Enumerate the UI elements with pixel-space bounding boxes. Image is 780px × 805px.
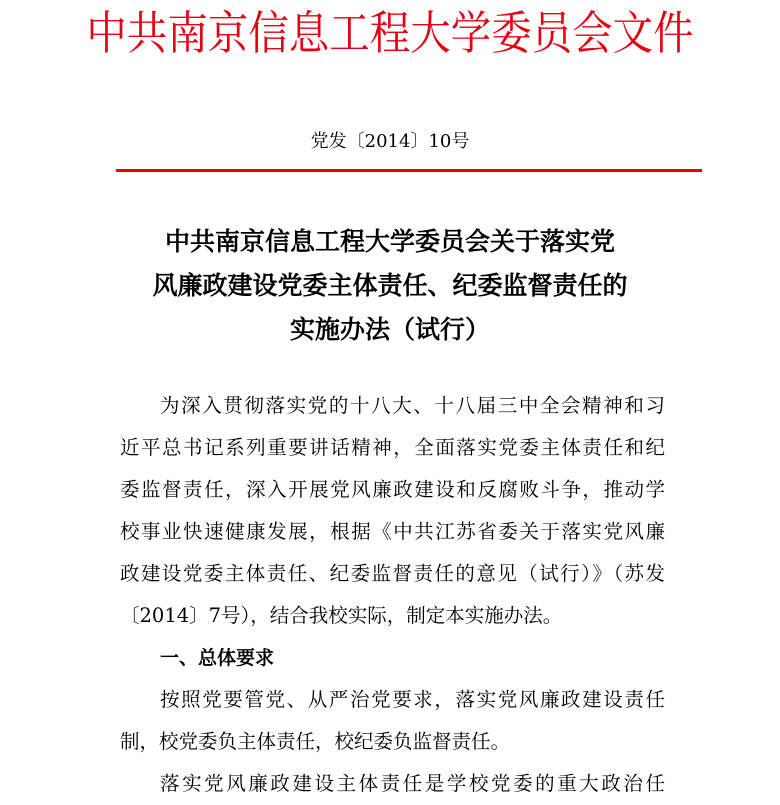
body-line: 近平总书记系列重要讲话精神，全面落实党委主体责任和纪: [120, 436, 665, 459]
title-line: 实施办法（试行）: [289, 315, 490, 344]
document-number: 党发〔2014〕10号: [310, 131, 470, 152]
section-heading: 一、总体要求: [160, 647, 275, 669]
body-line: 制，校党委负主体责任，校纪委负监督责任。: [120, 730, 511, 753]
body-line: 为深入贯彻落实党的十八大、十八届三中全会精神和习: [160, 394, 665, 417]
document-title: [100, 220, 680, 352]
body-line: 〔2014〕7号），结合我校实际，制定本实施办法。: [120, 604, 563, 627]
title-line: 中共南京信息工程大学委员会关于落实党: [164, 227, 615, 256]
body-line: 校事业快速健康发展，根据《中共江苏省委关于落实党风廉: [120, 520, 665, 543]
masthead-title: 中共南京信息工程大学委员会文件: [86, 6, 694, 60]
body-line: 按照党要管党、从严治党要求，落实党风廉政建设责任: [160, 688, 665, 711]
body-line: 政建设党委主体责任、纪委监督责任的意见（试行）》（苏发: [120, 562, 665, 585]
body-line: 委监督责任，深入开展党风廉政建设和反腐败斗争，推动学: [120, 478, 665, 501]
body-line: 落实党风廉政建设主体责任是学校党委的重大政治任: [160, 772, 665, 795]
title-line: 风廉政建设党委主体责任、纪委监督责任的: [152, 271, 628, 300]
document-body: [120, 385, 665, 805]
red-divider-line: [116, 169, 702, 172]
